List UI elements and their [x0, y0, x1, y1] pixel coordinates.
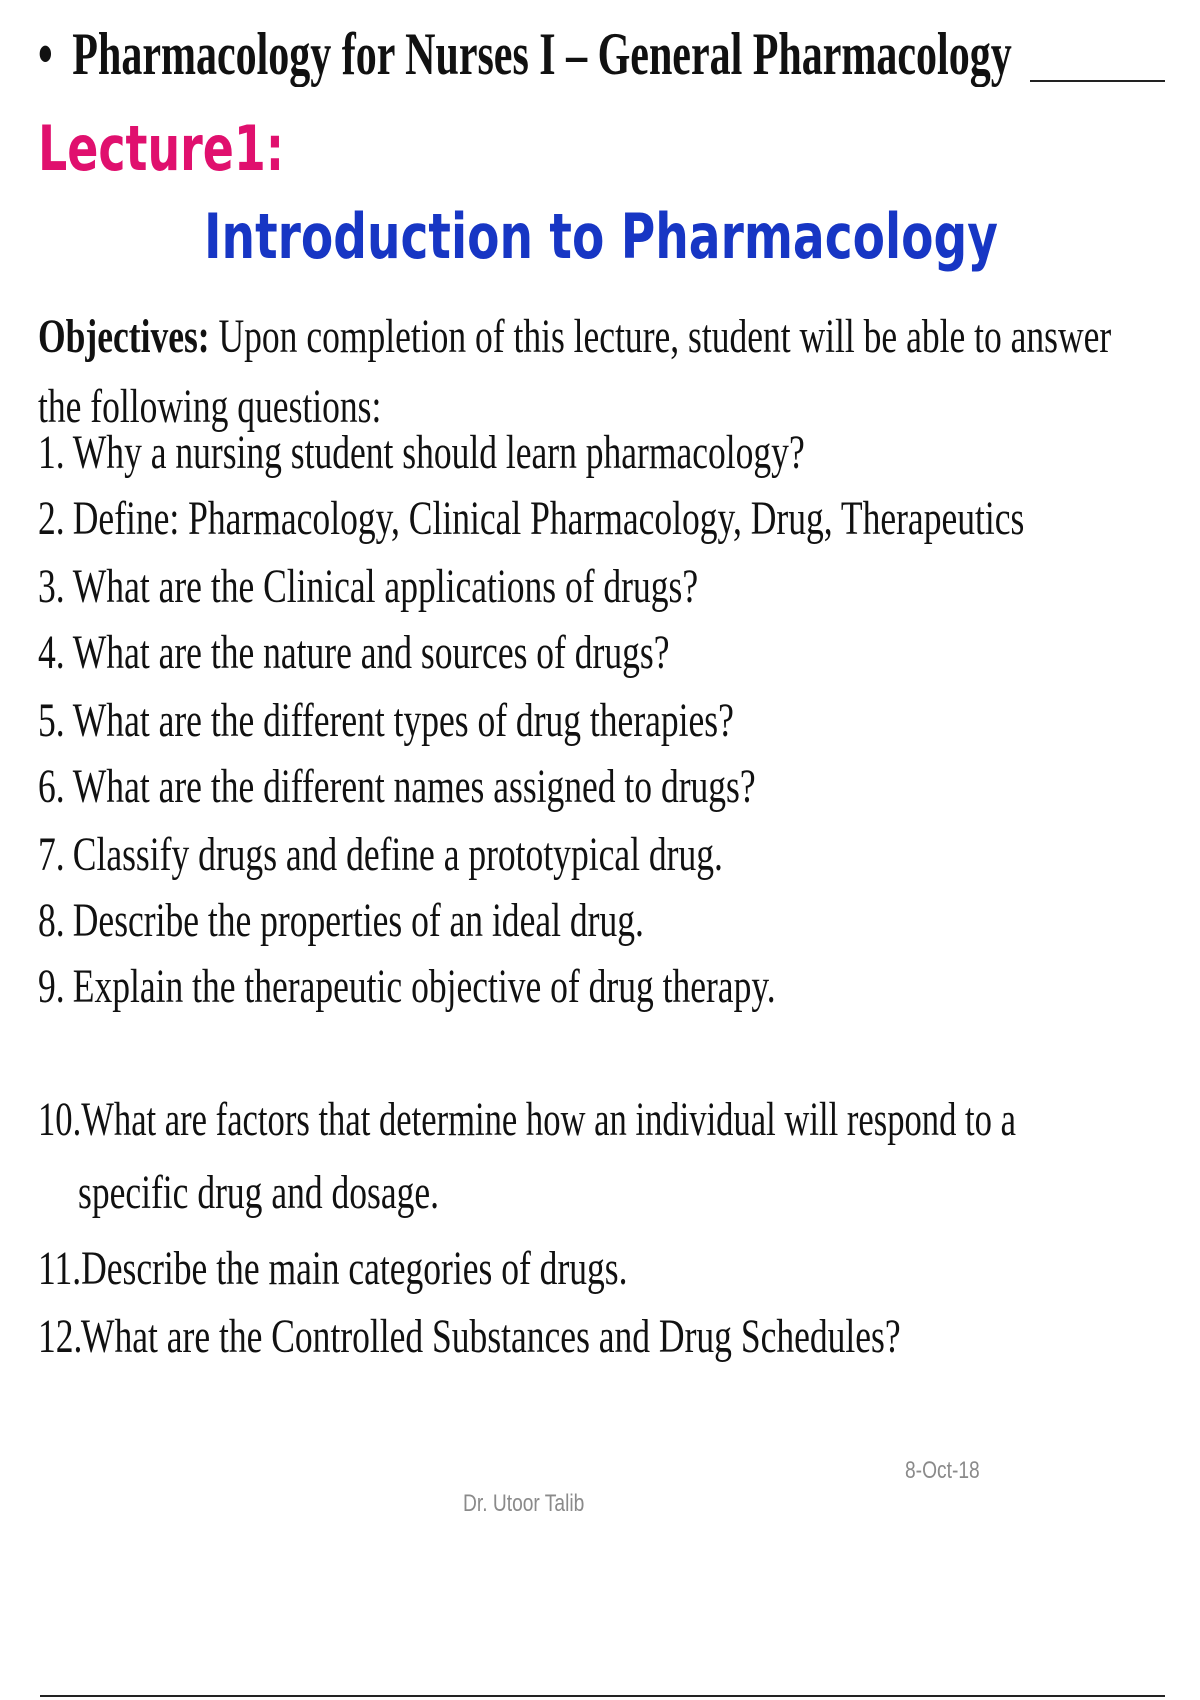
course-title-text: Pharmacology for Nurses I – General Pharmacology [72, 21, 1012, 87]
question-text: What are the different types of drug therapies? [72, 694, 734, 747]
objectives-intro-line2: the following questions: [38, 380, 382, 433]
question-item [38, 1234, 628, 1304]
question-item [38, 418, 805, 488]
question-number: 12. [38, 1310, 83, 1363]
question-item [38, 484, 1024, 554]
question-text: What are the Clinical applications of drugs? [72, 560, 699, 613]
question-number: 11. [38, 1242, 82, 1295]
question-text: Classify drugs and define a prototypical drug. [72, 828, 723, 881]
question-text-body: What are factors that determine how an individual will respond to a [81, 1093, 1016, 1146]
question-continuation: specific drug and dosage. [78, 1166, 439, 1219]
objectives-intro-line1: Upon completion of this lecture, student will be able to answer [209, 310, 1112, 363]
question-number: 4. [38, 626, 65, 679]
question-text: Describe the main categories of drugs. [81, 1242, 628, 1295]
objectives-label: Objectives: [38, 310, 210, 363]
bottom-rule [40, 1695, 1165, 1697]
question-item [38, 1302, 901, 1372]
lecture-label: Lecture1: [38, 112, 285, 185]
question-item [38, 886, 644, 956]
question-item [38, 1085, 1016, 1155]
bullet-icon: • [38, 21, 53, 87]
question-number: 1. [38, 426, 65, 479]
question-item [38, 686, 734, 756]
question-number: 6. [38, 760, 65, 813]
question-text: What are the different names assigned to drugs? [72, 760, 756, 813]
question-item [38, 752, 756, 822]
course-title [38, 18, 1012, 90]
question-text: What are the Controlled Substances and Drug Schedules? [80, 1310, 901, 1363]
top-rule [1030, 80, 1165, 82]
lecture-title: Introduction to Pharmacology [204, 200, 999, 273]
footer-author: Dr. Utoor Talib [463, 1490, 585, 1517]
question-text: Describe the properties of an ideal drug. [72, 894, 644, 947]
question-text: Explain the therapeutic objective of drug therapy. [72, 960, 776, 1013]
question-number: 9. [38, 960, 65, 1013]
question-text: Why a nursing student should learn pharmacology? [72, 426, 805, 479]
question-item [38, 618, 669, 688]
question-number: 8. [38, 894, 65, 947]
question-text [38, 1085, 1016, 1155]
objectives-intro [38, 302, 1111, 372]
question-item [38, 952, 776, 1022]
footer-date: 8-Oct-18 [905, 1457, 980, 1484]
question-text: What are the nature and sources of drugs? [72, 626, 670, 679]
question-item [38, 820, 723, 890]
question-number: 2. [38, 492, 65, 545]
question-number: 10. [38, 1093, 82, 1146]
question-text: Define: Pharmacology, Clinical Pharmacology, Drug, Therapeutics [72, 492, 1025, 545]
question-item [38, 552, 698, 622]
question-number: 5. [38, 694, 65, 747]
question-number: 7. [38, 828, 65, 881]
question-number: 3. [38, 560, 65, 613]
